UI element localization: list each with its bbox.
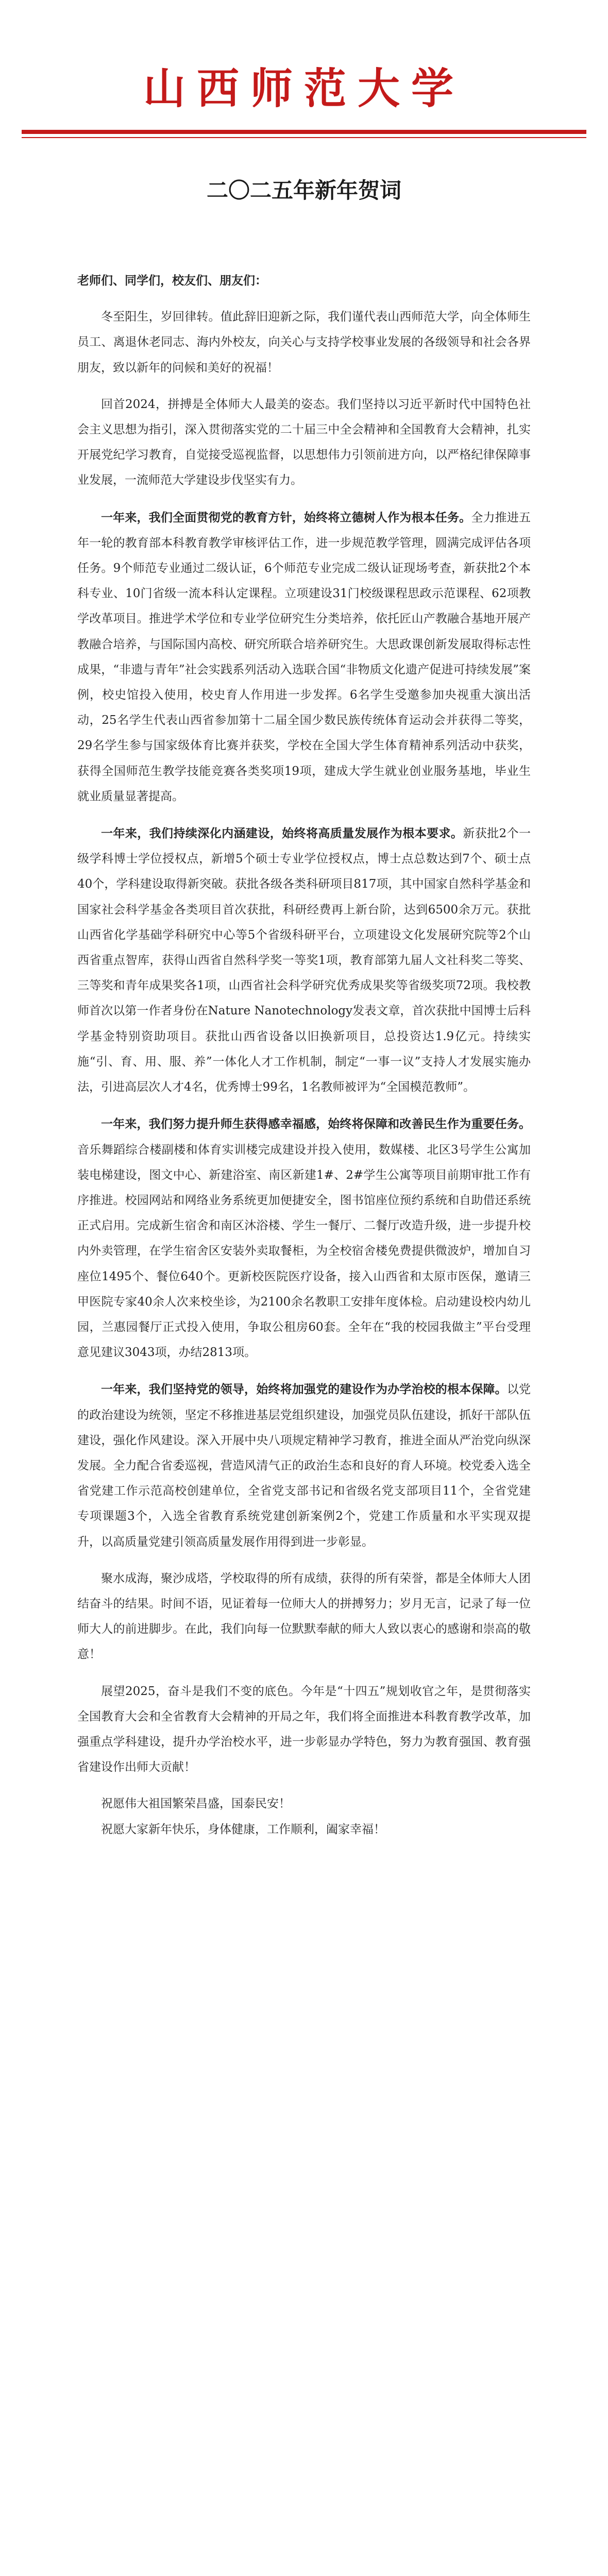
body-paragraph bbox=[77, 1679, 531, 1781]
body-paragraph bbox=[77, 1111, 531, 1365]
document-title: 二〇二五年新年贺词 bbox=[206, 178, 401, 203]
paragraph-lead: 一年来，我们努力提升师生获得感幸福感，始终将保障和改善民生作为重要任务。 bbox=[101, 1117, 531, 1131]
paragraph-lead: 一年来，我们全面贯彻党的教育方针，始终将立德树人作为根本任务。 bbox=[101, 510, 471, 524]
paragraph-text: 音乐舞蹈综合楼副楼和体育实训楼完成建设并投入使用，数媒楼、北区3号学生公寓加装电梯建设，图文中心、新建浴室、南区新建1#、2#学生公寓等项目前期审批工作有序推进。校园网站和网络业务系统更加便捷安全，图书馆座位预约系统和自助借还系统正式启用。完成新生宿舍和南区沐浴楼、学生一餐厅、二餐厅改造升级，进一步提升校内外卖管理，在学生宿舍区安装外卖取餐柜，为全校宿舍楼免费提供微波炉，增加自习座位1495个、餐位640个。更新校医院医疗设备，接入山西省和太原市医保，邀请三甲医院专家40余人次来校坐诊，为2100余名教职工安排年度体检。启动建设校内幼儿园，兰惠园餐厅正式投入使用，争取公租房60套。全年在“我的校园我做主”平台受理意见建议3043项，办结2813项。 bbox=[77, 1143, 531, 1360]
paragraph-lead: 一年来，我们坚持党的领导，始终将加强党的建设作为办学治校的根本保障。 bbox=[101, 1382, 507, 1397]
paragraph-text: 祝愿伟大祖国繁荣昌盛，国泰民安！ bbox=[101, 1797, 291, 1811]
letter-body bbox=[77, 268, 531, 1842]
paragraph-text: 祝愿大家新年快乐，身体健康，工作顺利，阖家幸福！ bbox=[101, 1822, 385, 1836]
paragraph-text: 全力推进五年一轮的教育部本科教育教学审核评估工作，进一步规范教学管理，圆满完成评估各项任务。9个师范专业通过二级认证，6个师范专业完成二级认证现场考查，新获批2个本科专业、10门省级一流本科认定课程。立项建设31门校级课程思政示范课程、62项教学改革项目。推进学术学位和专业学位研究生分类培养，依托匠山产教融合基地开展产教融合培养，与国际国内高校、研究所联合培养研究生。大思政课创新发展取得标志性成果，“非遗与青年”社会实践系列活动入选联合国“非物质文化遗产促进可持续发展”案例，校史馆投入使用，校史育人作用进一步发挥。6名学生受邀参加央视重大演出活动，25名学生代表山西省参加第十二届全国少数民族传统体育运动会并获得二等奖，29名学生参与国家级体育比赛并获奖，学校在全国大学生体育精神系列活动中获奖，获得全国师范生教学技能竞赛各类奖项19项，建成大学生就业创业服务基地，毕业生就业质量显著提高。 bbox=[77, 511, 531, 803]
paragraph-text: 冬至阳生，岁回律转。值此辞旧迎新之际，我们谨代表山西师范大学，向全体师生员工、离退休老同志、海内外校友，向关心与支持学校事业发展的各级领导和社会各界朋友，致以新年的问候和美好的祝福！ bbox=[77, 310, 531, 375]
paragraph-text: 新获批2个一级学科博士学位授权点，新增5个硕士专业学位授权点，博士点总数达到7个、硕士点40个，学科建设取得新突破。获批各级各类科研项目817项，其中国家自然科学基金和国家社会科学基金各类项目首次获批，科研经费再上新台阶，达到6500余万元。获批山西省化学基础学科研究中心等5个省级科研平台，立项建设文化发展研究院等2个山西省重点智库，获得山西省自然科学奖一等奖1项，教育部第九届人文社科奖二等奖、三等奖和青年成果奖各1项，山西省社会科学研究优秀成果奖等省级奖项72项。我校教师首次以第一作者身份在Nature Nanotechnology发表文章，首次获批中国博士后科学基金特别资助项目。获批山西省设备以旧换新项目，总投资达1.9亿元。持续实施“引、育、用、服、养”一体化人才工作机制，制定“一事一议”支持人才发展实施办法，引进高层次人才4名，优秀博士99名，1名教师被评为“全国模范教师”。 bbox=[77, 827, 531, 1094]
body-paragraph bbox=[77, 304, 531, 381]
body-paragraph bbox=[77, 1566, 531, 1668]
body-paragraph bbox=[77, 821, 531, 1100]
paragraph-lead: 一年来，我们持续深化内涵建设，始终将高质量发展作为根本要求。 bbox=[101, 826, 463, 841]
paragraph-text: 聚水成海，聚沙成塔，学校取得的所有成绩，获得的所有荣誉，都是全体师大人团结奋斗的结果。时间不语，见证着每一位师大人的拼搏努力；岁月无言，记录了每一位师大人的前进脚步。在此，我们向每一位默默奉献的师大人致以衷心的感谢和崇高的敬意！ bbox=[77, 1571, 531, 1662]
paragraph-text: 以党的政治建设为统领，坚定不移推进基层党组织建设，加强党员队伍建设，抓好干部队伍建设，强化作风建设。深入开展中央八项规定精神学习教育，推进全面从严治党向纵深发展。全力配合省委巡视，营造风清气正的政治生态和良好的育人环境。校党委入选全省党建工作示范高校创建单位，全省党支部书记和省级名党支部项目11个，全省党建专项课题3个，入选全省教育系统党建创新案例2个，党建工作质量和水平实现双提升，以高质量党建引领高质量发展作用得到进一步彰显。 bbox=[77, 1383, 531, 1549]
body-paragraph bbox=[77, 1377, 531, 1554]
university-name: 山西师范大学 bbox=[143, 64, 465, 113]
body-paragraph bbox=[77, 1817, 531, 1842]
paragraph-text: 回首2024，拼搏是全体师大人最美的姿态。我们坚持以习近平新时代中国特色社会主义思想为指引，深入贯彻落实党的二十届三中全会精神和全国教育大会精神，扎实开展党纪学习教育，自觉接受巡视监督，以思想伟力引领前进方向，以严格纪律保障事业发展，一流师范大学建设步伐坚实有力。 bbox=[77, 397, 531, 487]
paragraph-text: 展望2025，奋斗是我们不变的底色。今年是“十四五”规划收官之年，是贯彻落实全国教育大会和全省教育大会精神的开局之年，我们将全面推进本科教育教学改革，加强重点学科建设，提升办学治校水平，进一步彰显办学特色，努力为教育强国、教育强省建设作出师大贡献！ bbox=[77, 1684, 531, 1774]
salutation: 老师们、同学们，校友们、朋友们： bbox=[77, 274, 267, 287]
masthead bbox=[0, 0, 608, 124]
red-rule-thick bbox=[22, 130, 586, 134]
red-rule-thin bbox=[22, 137, 586, 138]
body-paragraph bbox=[77, 1791, 531, 1817]
body-paragraph bbox=[77, 392, 531, 494]
body-paragraph bbox=[77, 505, 531, 809]
